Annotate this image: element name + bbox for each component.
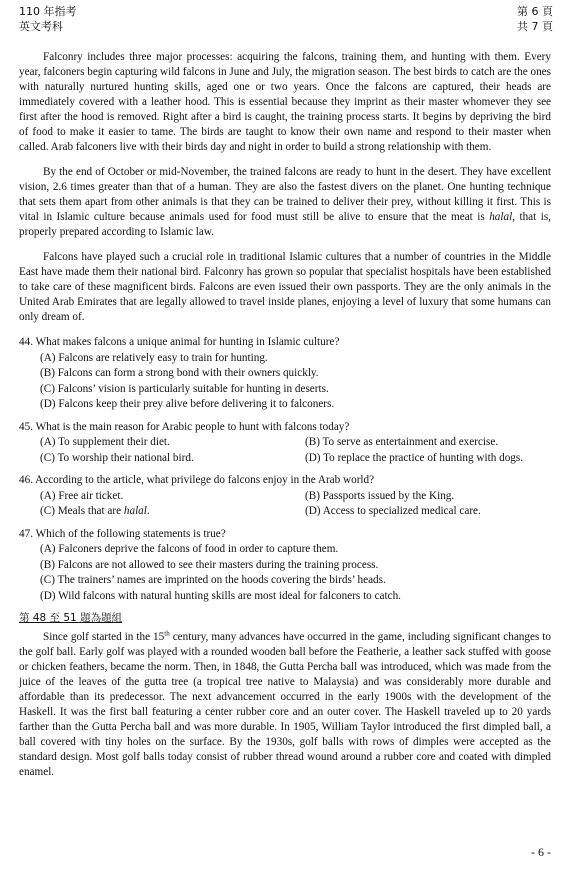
option-a: (A) Free air ticket.	[40, 489, 124, 502]
option-d: (D) To replace the practice of hunting with dogs.	[305, 451, 524, 464]
option-a: (A) Falcons are relatively easy to train for hunting.	[40, 351, 268, 364]
option-a: (A) To supplement their diet.	[40, 436, 170, 448]
option-c: (C) The trainers’ names are imprinted on the hoods covering the birds’ heads.	[40, 574, 386, 586]
header-left	[19, 4, 77, 34]
question-44	[19, 335, 551, 413]
question-47	[19, 527, 551, 605]
passage-paragraph-2: By the end of October or mid-November, the trained falcons are ready to hunt in the desert. They have excellent vision, 2.6 times greater than that of a human. They are also the fastest divers on the planet. One hunting technique that sets them apart from other animals is that they can be trained to deliver their prey, without killing it first. This is vital in Islamic culture because animals used for food must still be alive to ensure that the meat is halal, that is, properly prepared according to Islamic law.	[19, 166, 551, 238]
option-d: (D) Access to specialized medical care.	[305, 505, 481, 517]
question-stem: 46. According to the article, what privilege do falcons enjoy in the Arab world?	[19, 474, 375, 486]
exam-year: 110 年指考	[19, 5, 77, 18]
question-46	[19, 473, 551, 520]
option-d: (D) Wild falcons with natural hunting skills are most ideal for falconers to catch.	[40, 589, 401, 602]
question-stem: 45. What is the main reason for Arabic people to hunt with falcons today?	[19, 420, 350, 433]
header-right	[517, 4, 553, 34]
passage-paragraph-1: Falconry includes three major processes: acquiring the falcons, training them, and hunting with them. Every year, falconers begin capturing wild falcons in June and July, the migration season. The best birds to catch are the ones with naturally nurtured hunting skills, aged one or two years. Once the falcons are captured, their heads are immediately covered with a leather hood. This is essential because they imprint as their master whomever they see first after the hood is removed. Right after a bird is caught, the training process starts. It begins by depriving the bird of food to make it easier to tame. The birds are taught to know their own name and respond to their master when called. Arab falconers live with their birds day and night in order to build a strong relationship with them.	[19, 51, 551, 153]
passage-paragraph-3: Falcons have played such a crucial role in traditional Islamic cultures that a number of countries in the Middle East have made them their national bird. Falconry has grown so popular that specialist hospitals have been established to take care of these magnificent birds. Falcons are even issued their own passports. They are the only animals in the United Arab Emirates that are legally allowed to travel inside planes, enjoying a level of luxury that some humans can only dream of.	[19, 251, 551, 323]
option-a: (A) Falconers deprive the falcons of food in order to capture them.	[40, 543, 339, 555]
option-b: (B) Passports issued by the King.	[305, 489, 455, 502]
page-footer: - 6 -	[531, 845, 551, 859]
option-c: (C) Falcons’ vision is particularly suitable for hunting in deserts.	[40, 382, 329, 395]
option-b: (B) To serve as entertainment and exercise.	[305, 436, 499, 448]
ordinal-suffix: th	[164, 629, 170, 638]
option-d: (D) Falcons keep their prey alive before delivering it to falconers.	[40, 398, 335, 410]
golf-passage-start: Since golf started in the 15	[43, 631, 165, 643]
exam-subject: 英文考科	[19, 20, 63, 33]
option-c: (C) Meals that are halal.	[40, 505, 150, 517]
option-b: (B) Falcons are not allowed to see their masters during the training process.	[40, 558, 379, 571]
golf-passage-rest: century, many advances have occurred in the game, including significant changes to the golf ball. Early golf was played with a rounded wooden ball before the Featherie, a leather sack stuffed with goose or chicken feathers, became the norm. Then, in 1848, the Gutta Percha ball was introduced, which was made from the juice of the leaves of the gutta tree (a tropical tree native to Malaysia) and was considerably more durable and affordable than its predecessor. The next advancement occurred in the early 1900s with the development of the Haskell. It was the first ball featuring a center rubber core and an outer cover. The Haskell traveled up to 20 yards farther than the Gutta Percha ball and was more durable. In 1905, William Taylor introduced the first dimpled ball, a ball covered with tiny holes on the surface. By the 1930s, golf balls with rows of dimples were accepted as the standard design. Most golf balls today consist of rubber thread wound around a rubber core and coated with dimpled enamel.	[19, 631, 551, 778]
question-stem: 44. What makes falcons a unique animal for hunting in Islamic culture?	[19, 336, 340, 348]
question-45	[19, 420, 551, 467]
question-group-heading: 第 48 至 51 題為題組	[19, 612, 123, 624]
question-stem: 47. Which of the following statements is true?	[19, 527, 226, 540]
page-content	[19, 50, 551, 788]
option-c: (C) To worship their national bird.	[40, 451, 194, 464]
total-pages: 共 7 頁	[517, 20, 553, 33]
page-number: 第 6 頁	[517, 5, 553, 18]
golf-passage	[19, 630, 551, 780]
option-b: (B) Falcons can form a strong bond with their owners quickly.	[40, 367, 319, 379]
